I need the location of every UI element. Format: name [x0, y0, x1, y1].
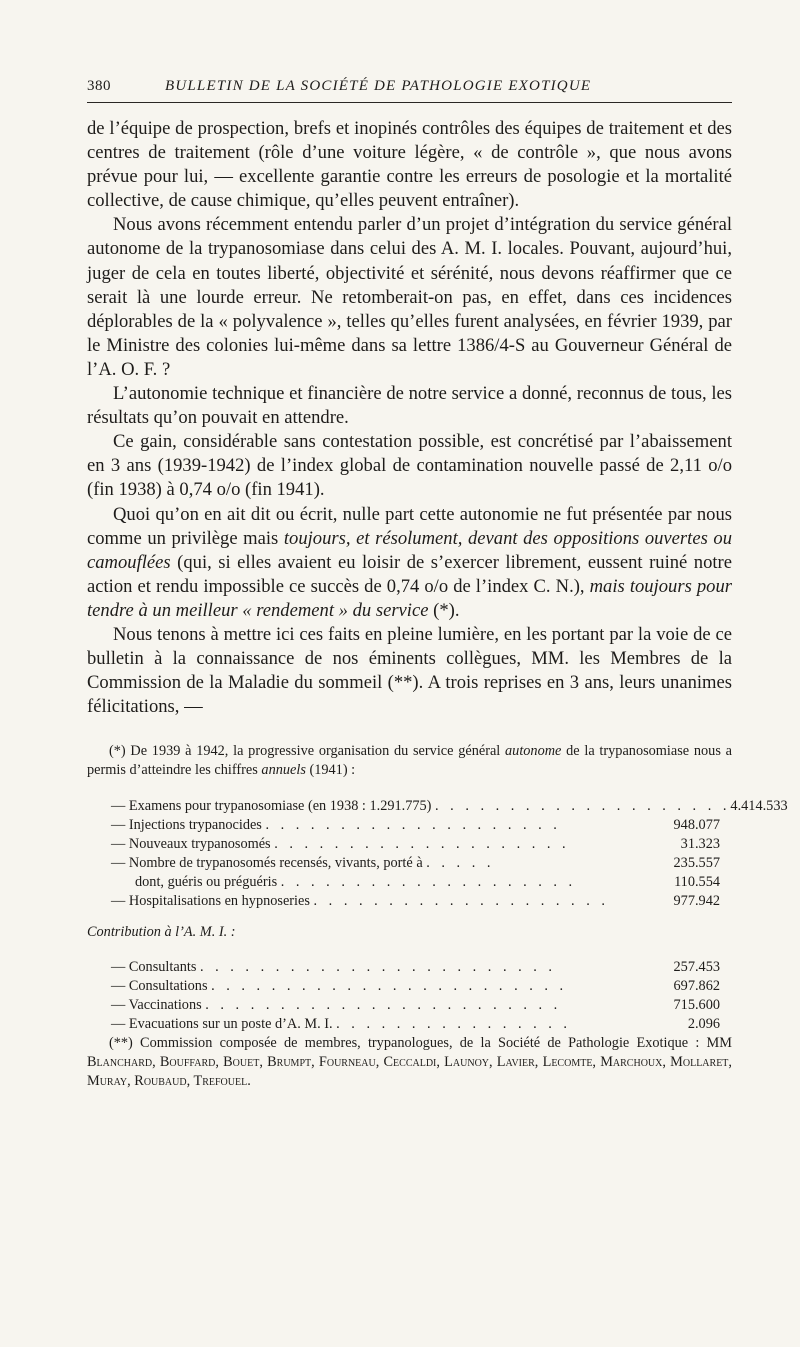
stat-row: — Hospitalisations en hypnoseries . . . . . . . . . . . . . . . . . . . . 977.942 — [87, 892, 732, 911]
document-page — [87, 78, 788, 1091]
stat-row: — Nombre de trypanosomés recensés, vivants, porté à . . . . . 235.557 — [87, 854, 732, 873]
paragraph-6: Nous tenons à mettre ici ces faits en pleine lumière, en les portant par la voie de ce bulletin à la connaissance de nos éminents collègues, MM. les Membres de la Commission de la Maladie du sommeil (**). A trois reprises en 3 ans, leurs unanimes félicitations, — — [87, 623, 732, 718]
stat-label: — Examens pour trypanosomiase (en 1938 : 1.291.775) — [111, 798, 432, 815]
paragraph-4: Ce gain, considérable sans contestation possible, est concrétisé par l’abaissement en 3 ans (1939-1942) de l’index global de contamination nouvelle passé de 2,11 o/o (fin 1938) à 0,74 o/o (fin 1941). — [87, 431, 732, 501]
stat-row: — Injections trypanocides . . . . . . . . . . . . . . . . . . . . 948.077 — [87, 816, 732, 835]
contribution-label: — Consultants — [111, 959, 197, 976]
paragraph-5-text-2: (qui, si elles avaient eu loisir de s’exercer librement, eussent ruiné notre action et rendu impossible ce succès de 0,74 o/o de l’index C. N.), — [87, 551, 732, 597]
paragraph-2: Nous avons récemment entendu parler d’un projet d’intégration du service général autonome de la trypanosomiase dans celui des A. M. I. locales. Pouvant, aujourd’hui, juger de cela en toutes liberté, objectivité et sérénité, nous devons réaffirmer que ce serait là une lourde erreur. Ne retomberait-on pas, en effet, dans ces incidences déplorables de la « polyvalence », telles qu’elles furent analysées, en février 1939, par le Ministre des colonies lui-même dans sa lettre 1386/4-S au Gouverneur Général de l’A. O. F. ? — [87, 214, 732, 380]
page-number: 380 — [87, 78, 111, 94]
stat-row: dont, guéris ou préguéris . . . . . . . . . . . . . . . . . . . . 110.554 — [87, 873, 732, 892]
contribution-value: 257.453 — [673, 959, 720, 976]
stat-row: — Examens pour trypanosomiase (en 1938 : 1.291.775) . . . . . . . . . . . . . . . . . . . . 4.414.533 — [87, 797, 732, 816]
paragraph-3: L’autonomie technique et financière de notre service a donné, reconnus de tous, les résultats qu’on pouvait en attendre. — [87, 383, 732, 429]
stat-label: — Nouveaux trypanosomés — [111, 836, 271, 853]
contribution-label: — Consultations — [111, 978, 208, 995]
stat-row: — Nouveaux trypanosomés . . . . . . . . . . . . . . . . . . . . 31.323 — [87, 835, 732, 854]
contribution-value: 715.600 — [673, 997, 720, 1014]
stat-value: 110.554 — [674, 874, 720, 891]
stat-label: — Hospitalisations en hypnoseries — [111, 893, 310, 910]
contribution-value: 697.862 — [673, 978, 720, 995]
contribution-label: — Vaccinations — [111, 997, 202, 1014]
paragraph-1: de l’équipe de prospection, brefs et inopinés contrôles des équipes de traitement et des centres de traitement (rôle d’une voiture légère, « de contrôle », que nous avons prévue pour lui, — excellente garantie contre les erreurs de posologie et la mortalité collective, de cause chimique, qu’elles peuvent entraîner). — [87, 118, 732, 212]
stat-label: dont, guéris ou préguéris — [135, 874, 278, 891]
paragraph-5-emphasis-2: mais toujours pour tendre à un meilleur « rendement » du service — [87, 575, 732, 621]
stat-value: 235.557 — [673, 855, 720, 872]
contribution-row: — Vaccinations . . . . . . . . . . . . . . . . . . . . . . . . 715.600 — [87, 996, 732, 1015]
footnote-1-intro — [87, 742, 732, 780]
footnote-1-em-annuels: annuels — [261, 762, 306, 779]
paragraph-5-text: Quoi qu’on en ait dit ou écrit, nulle part cette autonomie ne fut présentée par nous comme un privilège mais — [87, 503, 732, 549]
stat-label: — Injections trypanocides — [111, 817, 262, 834]
contribution-value: 2.096 — [687, 1016, 720, 1033]
footnote-1-em-autonome: autonome — [505, 743, 562, 760]
footnote-1 — [87, 742, 788, 1091]
stats-list — [87, 797, 788, 911]
footnote-1-text-3: (1941) : — [305, 762, 356, 779]
contribution-row: — Evacuations sur un poste d’A. M. I. . . . . . . . . . . . . . . . . 2.096 — [87, 1015, 732, 1034]
paragraph-5-emphasis-1: toujours, et résolument, devant des oppositions ouvertes ou camouflées — [87, 527, 732, 573]
main-text — [87, 117, 732, 719]
commission-members: Blanchard, Bouffard, Bouet, Brumpt, Fourneau, Ceccaldi, Launoy, Lavier, Lecomte, Marchoux, Mollaret, Muray, Roubaud, Trefouel. — [87, 1054, 732, 1090]
contribution-list — [87, 958, 732, 1034]
stat-value: 31.323 — [680, 836, 720, 853]
contribution-row: — Consultations . . . . . . . . . . . . . . . . . . . . . . . . 697.862 — [87, 977, 732, 996]
contribution-row: — Consultants . . . . . . . . . . . . . . . . . . . . . . . . 257.453 — [87, 958, 732, 977]
stat-value: 4.414.533 — [730, 798, 788, 815]
stat-value: 948.077 — [673, 817, 720, 834]
footnote-2-intro: (**) Commission composée de membres, trypanologues, de la Société de Pathologie Exotique : MM — [109, 1035, 732, 1052]
contribution-label: — Evacuations sur un poste d’A. M. I. — [111, 1016, 333, 1033]
paragraph-5 — [87, 503, 732, 623]
running-title: BULLETIN DE LA SOCIÉTÉ DE PATHOLOGIE EXOTIQUE — [165, 78, 592, 94]
stat-value: 977.942 — [673, 893, 720, 910]
footnote-ref-1: (*). — [428, 599, 460, 621]
stat-label: — Nombre de trypanosomés recensés, vivants, porté à — [111, 855, 423, 872]
running-header — [87, 78, 732, 103]
footnote-1-text: (*) De 1939 à 1942, la progressive organisation du service général — [109, 743, 506, 760]
footnote-2 — [87, 1034, 732, 1091]
footnote-1-text-2: de la trypanosomiase nous a permis d’atteindre les chiffres — [87, 743, 732, 779]
contribution-title: Contribution à l’A. M. I. : — [87, 924, 236, 941]
